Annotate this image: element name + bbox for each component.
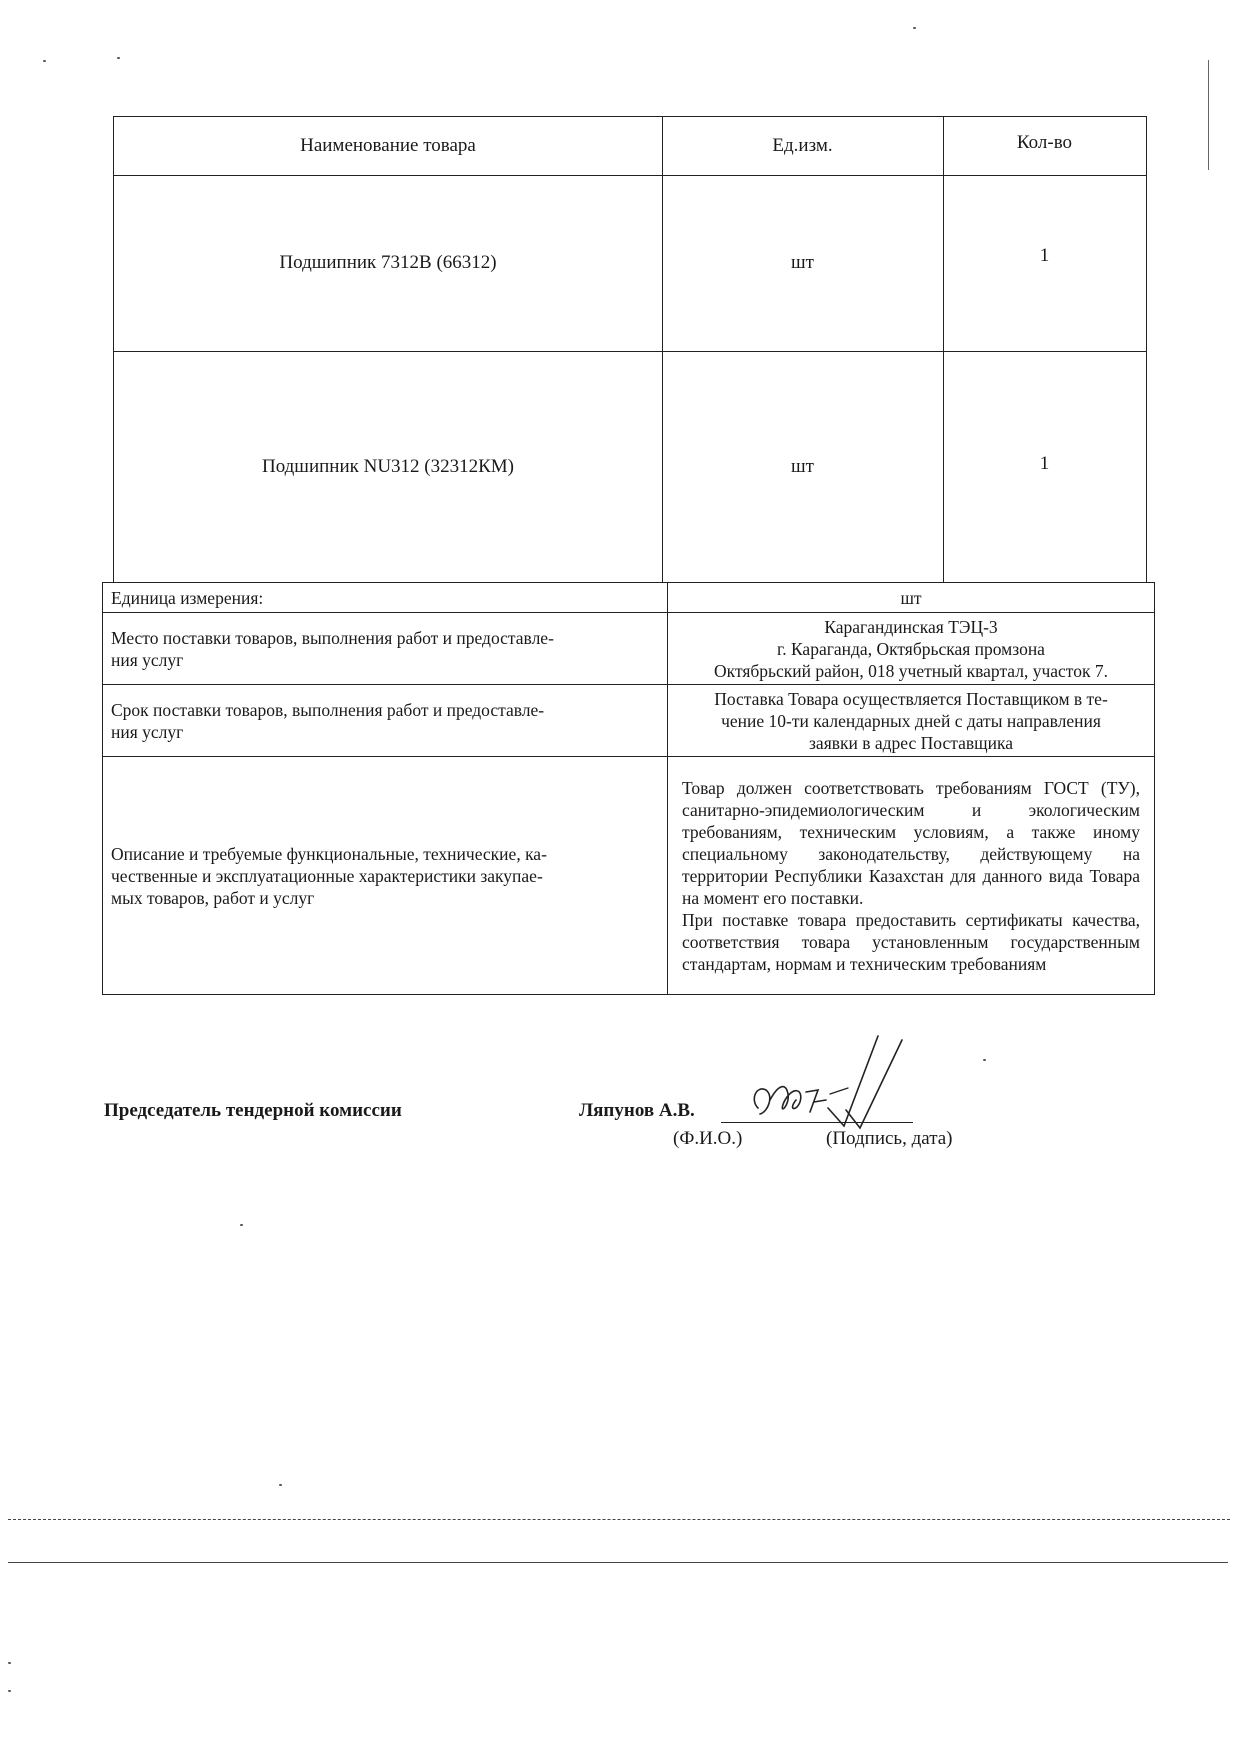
dashed-rule bbox=[8, 1519, 1230, 1520]
chairman-name: Ляпунов А.В. bbox=[579, 1100, 695, 1121]
item-qty: 1 bbox=[1039, 245, 1050, 266]
header-unit: Ед.изм. bbox=[772, 135, 833, 156]
item-unit: шт bbox=[791, 252, 814, 273]
scan-speck bbox=[240, 1224, 243, 1226]
item-qty: 1 bbox=[1039, 453, 1050, 474]
row-label: Срок поставки товаров, выполнения работ и предоставле- ния услуг bbox=[103, 685, 668, 757]
requirements-table bbox=[102, 582, 1155, 995]
fio-caption: (Ф.И.О.) bbox=[673, 1128, 743, 1149]
table-row bbox=[103, 613, 1155, 685]
row-label: Место поставки товаров, выполнения работ и предоставле- ния услуг bbox=[103, 613, 668, 685]
item-unit: шт bbox=[791, 456, 814, 477]
header-qty: Кол-во bbox=[1016, 132, 1073, 153]
header-name: Наименование товара bbox=[300, 135, 476, 156]
scan-edge-mark bbox=[1208, 60, 1209, 170]
row-value: Поставка Товара осуществляется Поставщиком в те- чение 10-ти календарных дней с даты направления заявки в адрес Поставщика bbox=[668, 685, 1155, 757]
scan-speck bbox=[117, 57, 120, 59]
sign-caption: (Подпись, дата) bbox=[826, 1128, 953, 1149]
scan-speck bbox=[8, 1662, 11, 1664]
row-label: Единица измерения: bbox=[103, 583, 668, 613]
handwritten-signature bbox=[748, 1030, 928, 1140]
table-row bbox=[103, 757, 1155, 995]
table-row bbox=[103, 685, 1155, 757]
scan-speck bbox=[8, 1690, 11, 1692]
table-row bbox=[103, 583, 1155, 613]
row-value: шт bbox=[668, 583, 1155, 613]
chairman-title: Председатель тендерной комиссии bbox=[104, 1100, 402, 1121]
scan-speck bbox=[279, 1484, 282, 1486]
row-value: Товар должен соответствовать требованиям ГОСТ (ТУ), санитарно-эпидемиологическим и экологическим требованиям, техническим условиям, а также иному специальному законодательству, действующему на территории Республики Казахстан для данного вида Товара на момент его поставки. При поставке товара предоставить сертификаты качества, соответствия товара установленным государственным стандартам, нормам и техническим требованиям bbox=[668, 757, 1155, 995]
item-name: Подшипник 7312В (66312) bbox=[279, 252, 497, 273]
row-label: Описание и требуемые функциональные, технические, ка- чественные и эксплуатационные характеристики закупае- мых товаров, работ и услуг bbox=[103, 757, 668, 995]
scan-speck bbox=[913, 27, 916, 29]
scan-speck bbox=[43, 60, 46, 62]
items-table bbox=[113, 116, 1147, 583]
row-value: Карагандинская ТЭЦ-3 г. Караганда, Октябрьская промзона Октябрьский район, 018 учетный квартал, участок 7. bbox=[668, 613, 1155, 685]
item-name: Подшипник NU312 (32312КМ) bbox=[261, 456, 515, 477]
scan-speck bbox=[983, 1059, 986, 1061]
solid-rule bbox=[8, 1562, 1228, 1563]
